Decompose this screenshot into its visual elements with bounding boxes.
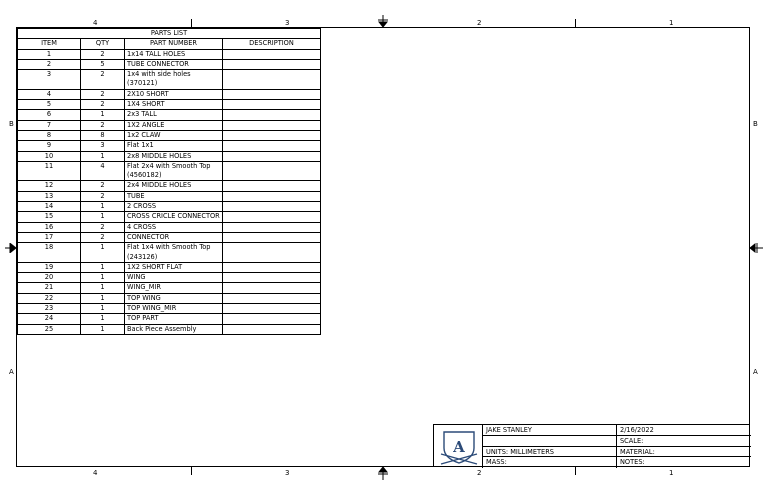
description-cell — [223, 89, 321, 99]
zone-col-label: 4 — [93, 19, 98, 27]
qty-cell: 2 — [81, 89, 125, 99]
zone-row-label: A — [9, 368, 14, 376]
qty-cell: 2 — [81, 232, 125, 242]
description-cell — [223, 110, 321, 120]
qty-cell: 2 — [81, 70, 125, 90]
part-number-line: CROSS CRICLE CONNECTOR — [127, 212, 220, 221]
part-number-line: WING — [127, 273, 146, 282]
part-number-line: WING_MIR — [127, 283, 162, 292]
table-row — [18, 151, 321, 161]
col-header-description: DESCRIPTION — [223, 39, 321, 49]
description-cell — [223, 202, 321, 212]
part-number-cell — [125, 202, 223, 212]
table-row — [18, 141, 321, 151]
parts-list-table — [17, 28, 321, 335]
col-header-qty: QTY — [81, 39, 125, 49]
zone-col-label: 3 — [285, 19, 290, 27]
company-logo-icon — [438, 428, 480, 466]
qty-cell: 1 — [81, 273, 125, 283]
part-number-line: TOP WING — [127, 293, 161, 302]
part-number-line: (370121) — [127, 79, 158, 88]
zone-col-label: 2 — [477, 19, 482, 27]
part-number-line: 1x4 with side holes — [127, 70, 191, 79]
description-cell — [223, 130, 321, 140]
part-number-cell — [125, 120, 223, 130]
description-cell — [223, 212, 321, 222]
qty-cell: 4 — [81, 161, 125, 181]
description-cell — [223, 151, 321, 161]
part-number-line: 1X2 ANGLE — [127, 120, 165, 129]
qty-cell: 1 — [81, 293, 125, 303]
part-number-cell — [125, 304, 223, 314]
description-cell — [223, 49, 321, 59]
description-cell — [223, 293, 321, 303]
zone-row-label: B — [9, 120, 14, 128]
scale-label: SCALE: — [617, 436, 751, 447]
description-cell — [223, 191, 321, 201]
zone-col-label: 2 — [477, 469, 482, 477]
table-row — [18, 130, 321, 140]
description-cell — [223, 161, 321, 181]
table-row — [18, 222, 321, 232]
part-number-cell — [125, 222, 223, 232]
description-cell — [223, 304, 321, 314]
item-cell: 10 — [18, 151, 81, 161]
table-row — [18, 89, 321, 99]
qty-cell: 1 — [81, 262, 125, 272]
part-number-cell — [125, 110, 223, 120]
qty-cell: 8 — [81, 130, 125, 140]
part-number-line: 2x3 TALL — [127, 110, 157, 119]
part-number-cell — [125, 130, 223, 140]
qty-cell: 2 — [81, 191, 125, 201]
description-cell — [223, 141, 321, 151]
part-number-line: 1X4 SHORT — [127, 100, 165, 109]
qty-cell: 1 — [81, 324, 125, 334]
part-number-cell — [125, 151, 223, 161]
part-number-cell — [125, 161, 223, 181]
qty-cell: 1 — [81, 212, 125, 222]
item-cell: 4 — [18, 89, 81, 99]
qty-cell: 1 — [81, 151, 125, 161]
item-cell: 6 — [18, 110, 81, 120]
item-cell: 14 — [18, 202, 81, 212]
description-cell — [223, 283, 321, 293]
item-cell: 13 — [18, 191, 81, 201]
table-row — [18, 70, 321, 90]
table-row — [18, 314, 321, 324]
item-cell: 20 — [18, 273, 81, 283]
zone-col-label: 1 — [669, 19, 674, 27]
part-number-line: TUBE CONNECTOR — [127, 59, 189, 68]
table-row — [18, 293, 321, 303]
qty-cell: 1 — [81, 243, 125, 263]
zone-col-label: 1 — [669, 469, 674, 477]
item-cell: 2 — [18, 59, 81, 69]
part-number-cell — [125, 232, 223, 242]
qty-cell: 1 — [81, 202, 125, 212]
part-number-line: 1x2 CLAW — [127, 130, 161, 139]
description-cell — [223, 324, 321, 334]
zone-row-label: B — [753, 120, 758, 128]
qty-cell: 1 — [81, 110, 125, 120]
empty-cell — [483, 436, 616, 447]
part-number-line: Flat 1x1 — [127, 141, 154, 150]
author-name: JAKE STANLEY — [483, 425, 616, 436]
drawing-date: 2/16/2022 — [617, 425, 751, 436]
item-cell: 24 — [18, 314, 81, 324]
part-number-cell — [125, 212, 223, 222]
qty-cell: 2 — [81, 120, 125, 130]
part-number-cell — [125, 100, 223, 110]
item-cell: 18 — [18, 243, 81, 263]
description-cell — [223, 232, 321, 242]
material-label: MATERIAL: — [617, 447, 751, 458]
item-cell: 7 — [18, 120, 81, 130]
table-row — [18, 283, 321, 293]
zone-col-label: 4 — [93, 469, 98, 477]
part-number-cell — [125, 314, 223, 324]
item-cell: 17 — [18, 232, 81, 242]
item-cell: 21 — [18, 283, 81, 293]
table-row — [18, 232, 321, 242]
part-number-line: 2X10 SHORT — [127, 89, 169, 98]
part-number-cell — [125, 181, 223, 191]
part-number-cell — [125, 49, 223, 59]
item-cell: 15 — [18, 212, 81, 222]
description-cell — [223, 70, 321, 90]
table-row — [18, 262, 321, 272]
item-cell: 16 — [18, 222, 81, 232]
table-row — [18, 100, 321, 110]
qty-cell: 2 — [81, 181, 125, 191]
item-cell: 11 — [18, 161, 81, 181]
table-row — [18, 161, 321, 181]
part-number-line: (4560182) — [127, 171, 162, 180]
table-row — [18, 191, 321, 201]
part-number-line: 1x14 TALL HOLES — [127, 49, 186, 58]
description-cell — [223, 100, 321, 110]
table-row — [18, 49, 321, 59]
zone-row-label: A — [753, 368, 758, 376]
part-number-cell — [125, 262, 223, 272]
description-cell — [223, 181, 321, 191]
item-cell: 19 — [18, 262, 81, 272]
item-cell: 22 — [18, 293, 81, 303]
part-number-cell — [125, 70, 223, 90]
table-row — [18, 181, 321, 191]
description-cell — [223, 222, 321, 232]
part-number-cell — [125, 293, 223, 303]
part-number-cell — [125, 283, 223, 293]
units-label: UNITS: MILLIMETERS — [483, 447, 616, 458]
part-number-line: TOP WING_MIR — [127, 304, 177, 313]
part-number-line: TUBE — [127, 191, 145, 200]
parts-list-title: PARTS LIST — [18, 29, 321, 39]
part-number-line: 1X2 SHORT FLAT — [127, 262, 183, 271]
part-number-line: 2x8 MIDDLE HOLES — [127, 151, 192, 160]
zone-col-label: 3 — [285, 469, 290, 477]
part-number-line: Back Piece Assembly — [127, 324, 197, 333]
table-row — [18, 202, 321, 212]
part-number-cell — [125, 141, 223, 151]
description-cell — [223, 120, 321, 130]
table-row — [18, 120, 321, 130]
part-number-line: 2 CROSS — [127, 202, 157, 211]
title-block — [433, 424, 750, 467]
part-number-cell — [125, 59, 223, 69]
table-row — [18, 304, 321, 314]
table-row — [18, 324, 321, 334]
qty-cell: 1 — [81, 283, 125, 293]
logo-letter: A — [453, 438, 465, 456]
part-number-line: 4 CROSS — [127, 222, 157, 231]
qty-cell: 2 — [81, 222, 125, 232]
qty-cell: 1 — [81, 304, 125, 314]
qty-cell: 2 — [81, 49, 125, 59]
part-number-line: Flat 1x4 with Smooth Top — [127, 243, 211, 252]
item-cell: 25 — [18, 324, 81, 334]
mass-label: MASS: — [486, 458, 507, 466]
qty-cell: 3 — [81, 141, 125, 151]
item-cell: 3 — [18, 70, 81, 90]
description-cell — [223, 314, 321, 324]
part-number-cell — [125, 273, 223, 283]
qty-cell: 2 — [81, 100, 125, 110]
part-number-cell — [125, 191, 223, 201]
part-number-line: TOP PART — [127, 314, 159, 323]
item-cell: 8 — [18, 130, 81, 140]
col-header-item: ITEM — [18, 39, 81, 49]
description-cell — [223, 262, 321, 272]
notes-label: NOTES: — [620, 458, 645, 466]
item-cell: 23 — [18, 304, 81, 314]
table-row — [18, 243, 321, 263]
item-cell: 12 — [18, 181, 81, 191]
col-header-part-number: PART NUMBER — [125, 39, 223, 49]
part-number-line: CONNECTOR — [127, 232, 170, 241]
part-number-line: 2x4 MIDDLE HOLES — [127, 181, 192, 190]
table-row — [18, 273, 321, 283]
item-cell: 5 — [18, 100, 81, 110]
qty-cell: 1 — [81, 314, 125, 324]
table-row — [18, 59, 321, 69]
part-number-line: (243126) — [127, 252, 158, 261]
part-number-cell — [125, 324, 223, 334]
table-row — [18, 110, 321, 120]
table-row — [18, 212, 321, 222]
item-cell: 1 — [18, 49, 81, 59]
qty-cell: 5 — [81, 59, 125, 69]
description-cell — [223, 243, 321, 263]
part-number-cell — [125, 243, 223, 263]
item-cell: 9 — [18, 141, 81, 151]
part-number-cell — [125, 89, 223, 99]
description-cell — [223, 273, 321, 283]
description-cell — [223, 59, 321, 69]
part-number-line: Flat 2x4 with Smooth Top — [127, 161, 211, 170]
